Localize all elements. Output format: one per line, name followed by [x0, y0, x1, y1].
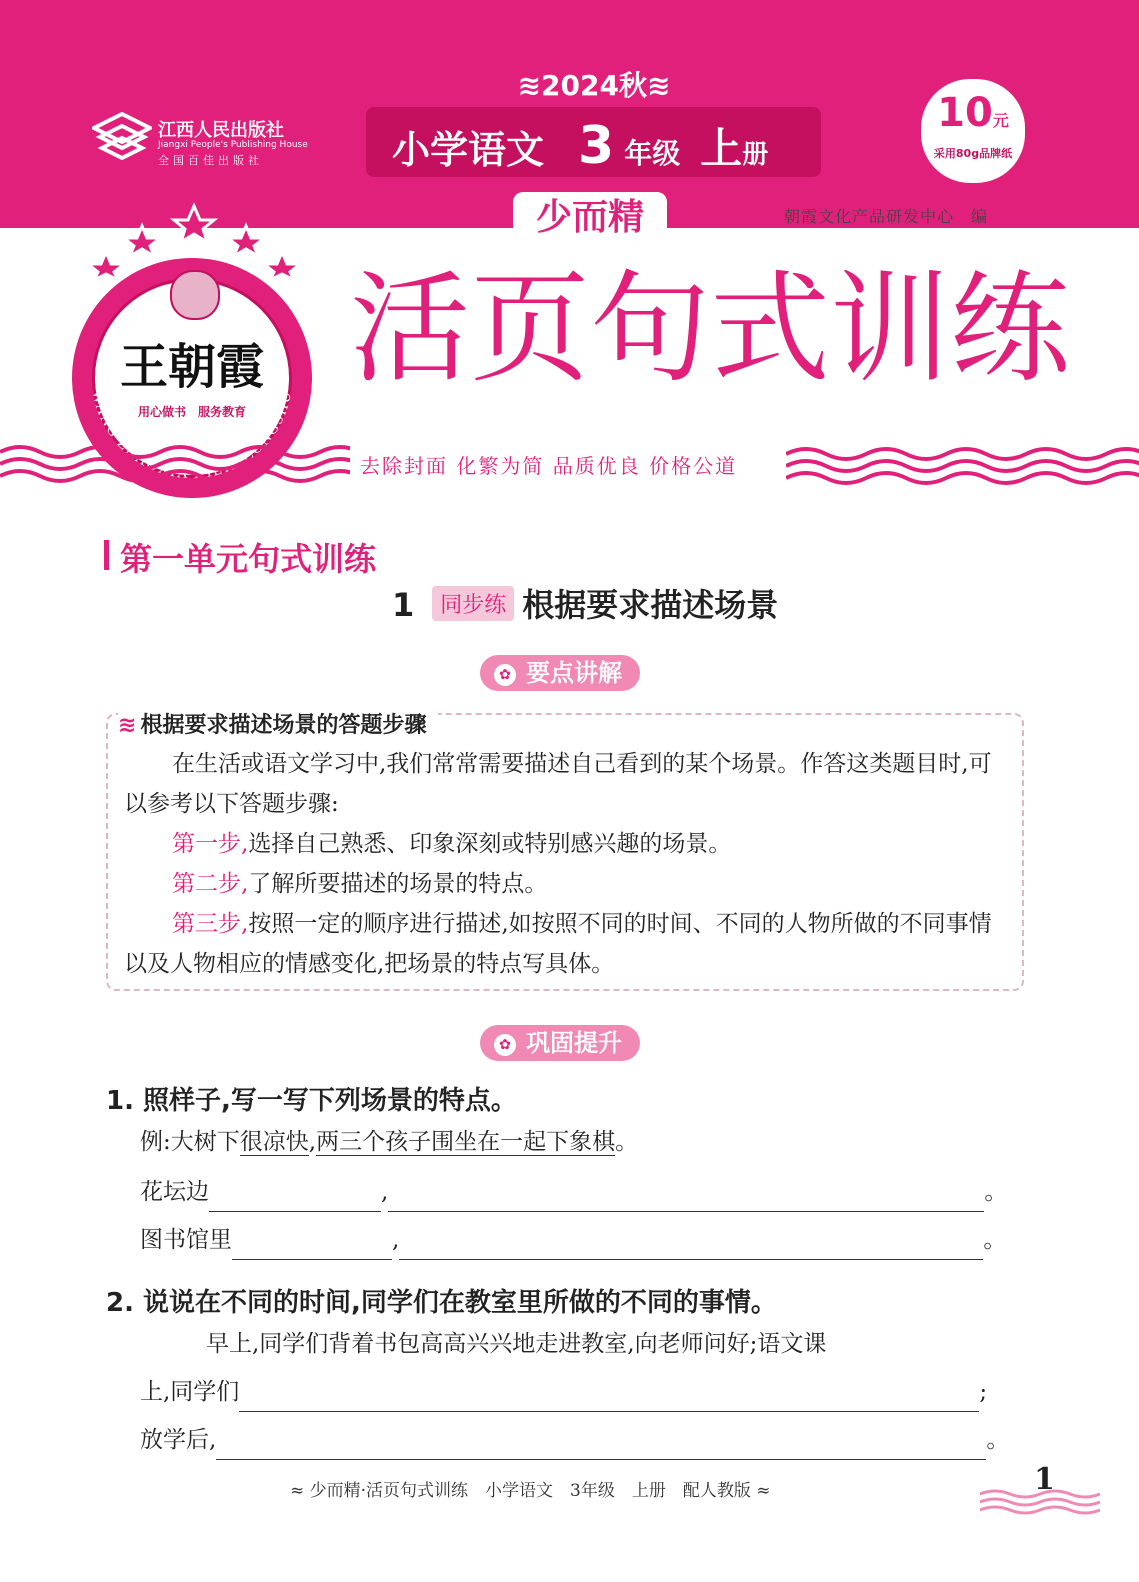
- grade-label: 年级: [624, 137, 681, 170]
- example-answer-b: 两三个孩子围坐在一起下象棋: [316, 1129, 616, 1155]
- lesson-heading: [392, 580, 778, 626]
- step-text: 了解所要描述的场景的特点。: [248, 871, 548, 897]
- series-tag: 少而精: [513, 192, 667, 244]
- editor-credit: 朝霞文化产品研发中心 编: [784, 207, 989, 226]
- line-label: 图书馆里: [140, 1227, 232, 1253]
- wave-decoration-right: [786, 442, 1139, 488]
- answer-blank-long[interactable]: [388, 1181, 984, 1212]
- line-label: 上,同学们: [140, 1379, 240, 1405]
- step-label: 第二步,: [172, 871, 249, 897]
- question-1-title: 1. 照样子,写一写下列场景的特点。: [106, 1086, 517, 1116]
- step-label: 第三步,: [172, 911, 249, 937]
- svg-text:WANG ZHAOXIA XILIE CONGSHU: WANG ZHAOXIA XILIE CONGSHU: [88, 388, 296, 483]
- section-pill-key-points: [480, 655, 640, 691]
- price-value: 10: [937, 90, 993, 136]
- q1-example: 例:大树下很凉快,两三个孩子围坐在一起下象棋。: [140, 1129, 639, 1155]
- answer-blank-long[interactable]: [399, 1229, 983, 1260]
- wave-decoration-left: [0, 440, 350, 486]
- publisher-logo-icon: [92, 112, 152, 160]
- answer-blank-short[interactable]: [209, 1181, 381, 1212]
- grade-number: 3: [578, 116, 615, 176]
- step-text: 按照一定的顺序进行描述,如按照不同的时间、不同的人物所做的不同事情以及人物相应的情感变化,把场景的特点写具体。: [124, 911, 992, 977]
- intro-paragraph: 在生活或语文学习中,我们常常需要描述自己看到的某个场景。作答这类题目时,可以参考以下答题步骤:: [124, 751, 992, 817]
- unit-marker: [104, 540, 109, 570]
- box-title: ≋ 根据要求描述场景的答题步骤: [118, 708, 438, 739]
- step-3: [124, 904, 1012, 984]
- q2-line-2: 上,同学们 ;: [140, 1372, 987, 1412]
- publisher-english-name: Jiangxi People's Publishing House: [158, 140, 308, 150]
- q1-line-2: 图书馆里 , 。: [140, 1220, 1006, 1260]
- price-badge: [918, 76, 1028, 186]
- section-label: 巩固提升: [526, 1029, 622, 1057]
- series-badge-motto: 用心做书 服务教育: [137, 405, 246, 419]
- section-pill-practice: [480, 1025, 640, 1061]
- step-1: [124, 824, 1012, 864]
- publisher-name: 江西人民出版社: [158, 120, 284, 141]
- question-2-title: 2. 说说在不同的时间,同学们在教室里所做的不同的事情。: [106, 1288, 777, 1318]
- q1-line-1: 花坛边 , 。: [140, 1172, 1007, 1212]
- example-answer-a: 很凉快: [239, 1129, 309, 1155]
- section-label: 要点讲解: [526, 659, 622, 687]
- page-title: 活页句式训练: [350, 260, 1070, 399]
- medal-icon: ✿: [494, 1034, 516, 1056]
- step-label: 第一步,: [172, 831, 249, 857]
- step-text: 选择自己熟悉、印象深刻或特别感兴趣的场景。: [248, 831, 732, 857]
- line-label: 花坛边: [140, 1179, 209, 1205]
- volume: 上: [700, 124, 743, 173]
- subject-name: 小学语文: [392, 128, 545, 172]
- slogan: 去除封面 化繁为简 品质优良 价格公道: [360, 454, 738, 478]
- subject-line: [392, 116, 768, 176]
- footer-wave-decoration: [980, 1486, 1100, 1516]
- answer-blank[interactable]: [216, 1429, 986, 1460]
- footer-text: ≈ 少而精·活页句式训练 小学语文 3年级 上册 配人教版 ≈: [290, 1481, 771, 1501]
- answer-blank[interactable]: [239, 1381, 979, 1412]
- line-label: 放学后,: [140, 1427, 217, 1453]
- publisher-subtitle: 全国百佳出版社: [158, 154, 263, 167]
- series-badge-name: 王朝霞: [119, 339, 264, 395]
- paper-note: 采用80g品牌纸: [933, 147, 1013, 160]
- lesson-number: 1: [392, 586, 415, 624]
- answer-blank-short[interactable]: [232, 1229, 392, 1260]
- step-2: [124, 864, 1012, 904]
- unit-title: 第一单元句式训练: [120, 540, 377, 578]
- page-number: 1: [1034, 1462, 1055, 1497]
- q2-line-1: 早上,同学们背着书包高高兴兴地走进教室,向老师问好;语文课: [206, 1331, 827, 1357]
- q2-line-3: 放学后, 。: [140, 1420, 1009, 1460]
- medal-icon: ✿: [494, 664, 516, 686]
- wave-icon: ≋: [118, 713, 137, 738]
- price-unit: 元: [992, 111, 1009, 130]
- lesson-title: 根据要求描述场景: [522, 586, 779, 624]
- volume-label: 册: [742, 140, 769, 170]
- edition-year: ≋2024秋≋: [517, 69, 671, 102]
- sync-tag: 同步练: [432, 586, 514, 621]
